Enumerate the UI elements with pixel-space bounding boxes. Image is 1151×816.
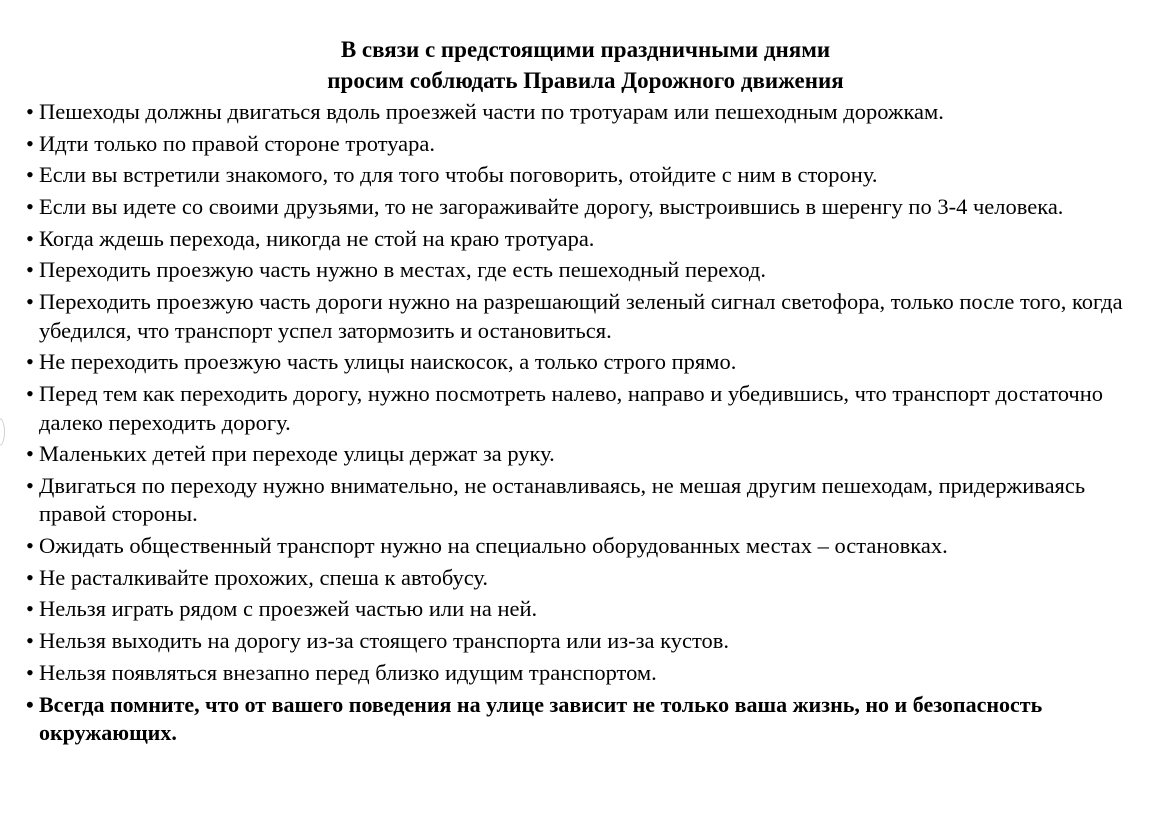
rule-text: Если вы идете со своими друзьями, то не загораживайте дорогу, выстроившись в шеренгу по 3-4 человека. — [39, 194, 1064, 220]
title-line-1: В связи с предстоящими праздничными днями — [340, 37, 831, 62]
rule-item — [26, 627, 1146, 656]
rule-text: Маленьких детей при переходе улицы держат за руку. — [39, 441, 555, 467]
rule-item — [26, 288, 1146, 345]
bullet-icon: • — [26, 289, 34, 315]
rule-text: Идти только по правой стороне тротуара. — [39, 130, 435, 156]
bullet-icon: • — [26, 659, 34, 685]
rule-item — [26, 130, 1146, 159]
rule-text: Перед тем как переходить дорогу, нужно посмотреть налево, направо и убедившись, что транспорт достаточно далеко переходить дорогу. — [39, 381, 1104, 435]
rule-item — [26, 193, 1146, 222]
rule-item-emphasis — [26, 691, 1146, 748]
bullet-icon: • — [26, 257, 34, 283]
rule-text: Нельзя появляться внезапно перед близко идущим транспортом. — [39, 659, 657, 685]
bullet-icon: • — [26, 99, 34, 124]
rule-text: Когда ждешь перехода, никогда не стой на краю тротуара. — [39, 225, 595, 251]
rule-text: Нельзя играть рядом с проезжей частью или на ней. — [39, 596, 538, 622]
rule-item — [26, 256, 1146, 285]
rule-item — [26, 595, 1146, 624]
rule-text: Переходить проезжую часть нужно в местах, где есть пешеходный переход. — [39, 257, 767, 283]
bullet-icon: • — [26, 596, 34, 622]
rule-text: Всегда помните, что от вашего поведения на улице зависит не только ваша жизнь, но и безопасность окружающих. — [39, 691, 1043, 745]
rule-text: Пешеходы должны двигаться вдоль проезжей части по тротуарам или пешеходным дорожкам. — [39, 99, 944, 124]
rule-item — [26, 98, 1146, 127]
rule-text: Ожидать общественный транспорт нужно на специально оборудованных местах – остановках. — [39, 533, 948, 559]
rule-text: Двигаться по переходу нужно внимательно, не останавливаясь, не мешая другим пешеходам, придерживаясь правой стороны. — [39, 472, 1086, 527]
rule-item — [26, 659, 1146, 688]
rule-text: Не расталкивайте прохожих, спеша к автобусу. — [39, 564, 489, 590]
bullet-icon: • — [26, 564, 34, 590]
page-edge-mark — [0, 418, 5, 446]
rules-list — [26, 98, 1146, 751]
rule-item — [26, 348, 1146, 377]
bullet-icon: • — [26, 194, 34, 220]
rule-text: Не переходить проезжую часть улицы наискосок, а только строго прямо. — [39, 349, 737, 375]
rule-text: Если вы встретили знакомого, то для того чтобы поговорить, отойдите с ним в сторону. — [39, 162, 878, 188]
rule-item — [26, 564, 1146, 593]
bullet-icon: • — [26, 691, 34, 717]
rule-item — [26, 225, 1146, 254]
title-line-2: просим соблюдать Правила Дорожного движения — [327, 68, 844, 93]
bullet-icon: • — [26, 130, 34, 156]
rule-text: Нельзя выходить на дорогу из-за стоящего транспорта или из-за кустов. — [39, 628, 730, 654]
bullet-icon: • — [26, 441, 34, 467]
bullet-icon: • — [26, 533, 34, 559]
rule-item — [26, 472, 1146, 529]
bullet-icon: • — [26, 225, 34, 251]
rule-text: Переходить проезжую часть дороги нужно на разрешающий зеленый сигнал светофора, только после того, когда убедился, что транспорт успел затормозить и остановиться. — [39, 289, 1123, 343]
bullet-icon: • — [26, 628, 34, 654]
bullet-icon: • — [26, 472, 34, 498]
bullet-icon: • — [26, 162, 34, 188]
rule-item — [26, 380, 1146, 437]
rule-item — [26, 532, 1146, 561]
rule-item — [26, 440, 1146, 469]
bullet-icon: • — [26, 349, 34, 375]
rule-item — [26, 161, 1146, 190]
bullet-icon: • — [26, 381, 34, 406]
